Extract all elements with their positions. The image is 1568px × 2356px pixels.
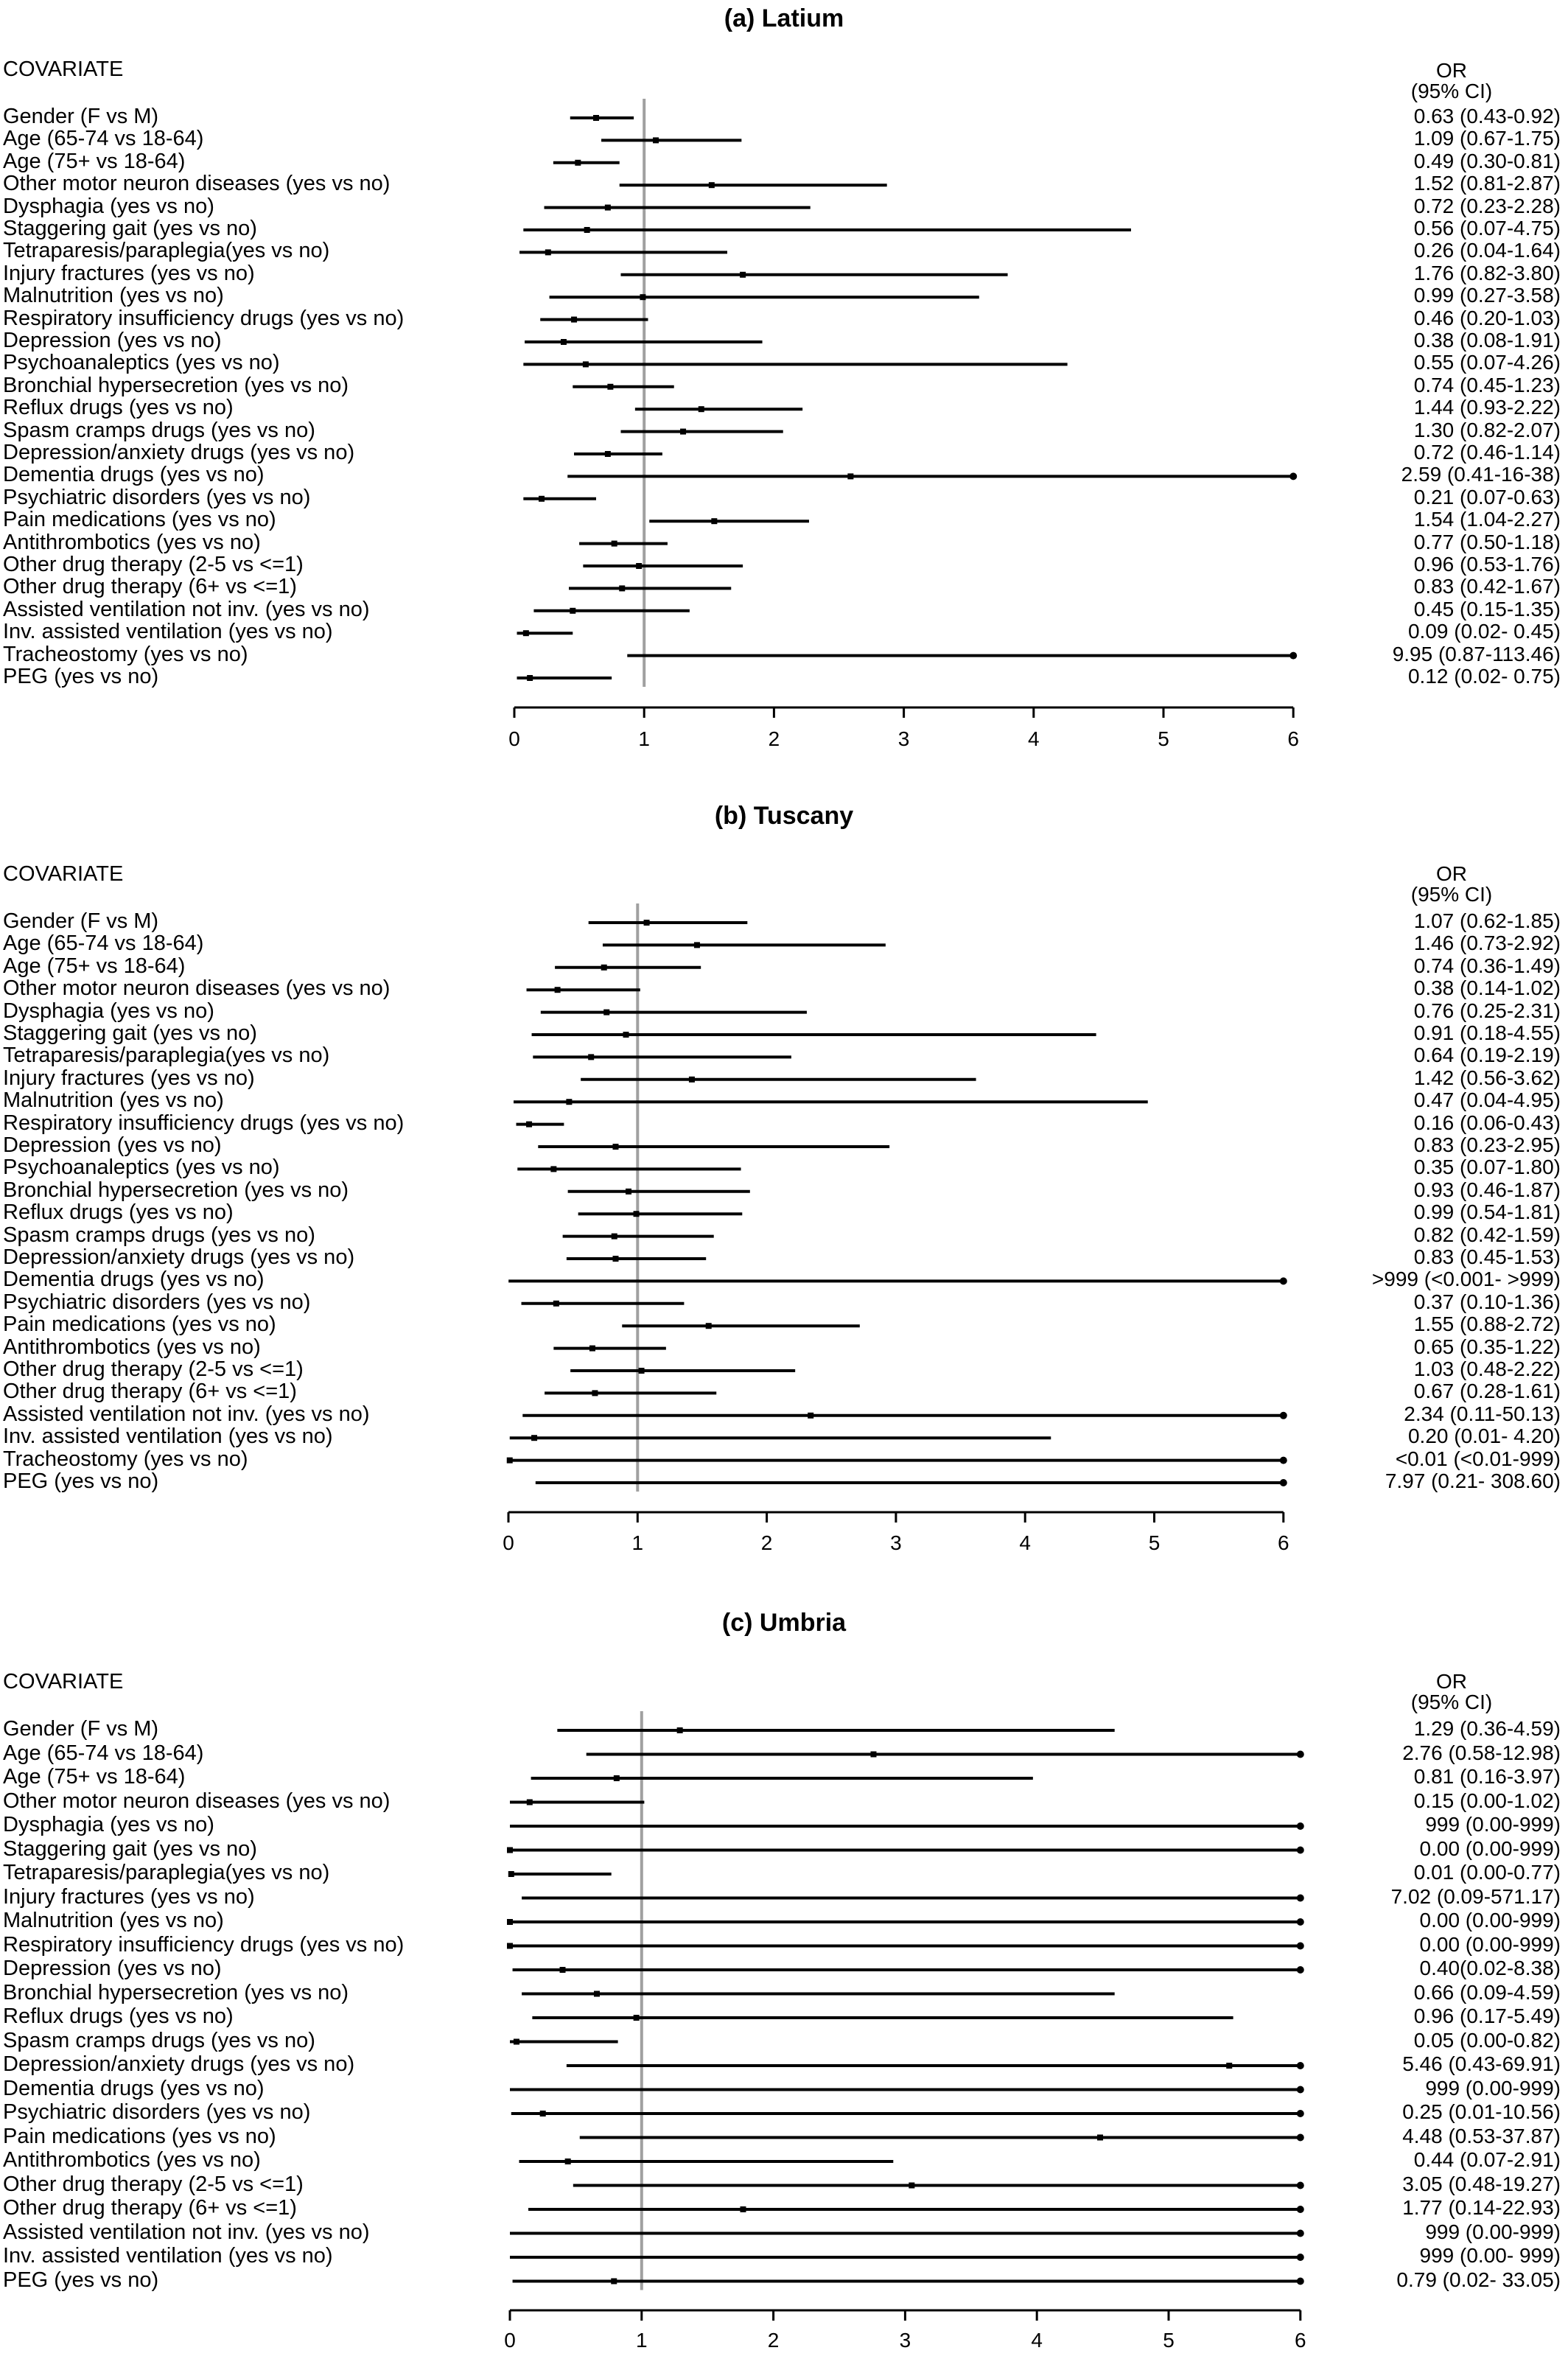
covariate-label: Bronchial hypersecretion (yes vs no) xyxy=(3,1980,349,2004)
x-tick-label: 0 xyxy=(508,727,520,750)
point-estimate xyxy=(539,496,545,502)
covariate-label: Age (65-74 vs 18-64) xyxy=(3,931,204,956)
point-estimate xyxy=(508,1871,514,1877)
point-estimate xyxy=(653,137,659,143)
x-tick-label: 5 xyxy=(1163,2329,1175,2352)
point-estimate xyxy=(694,942,700,948)
ci-clip-marker xyxy=(1297,1895,1304,1902)
or-ci-value: 0.72 (0.23-2.28) xyxy=(1413,194,1561,217)
or-ci-value: 0.79 (0.02- 33.05) xyxy=(1396,2268,1561,2291)
covariate-label: Other drug therapy (6+ vs <=1) xyxy=(3,2196,297,2220)
covariate-label: Pain medications (yes vs no) xyxy=(3,2124,276,2148)
or-ci-value: 0.99 (0.54-1.81) xyxy=(1413,1200,1561,1224)
or-ci-value: 999 (0.00- 999) xyxy=(1419,2244,1561,2267)
or-ci-value: 0.96 (0.17-5.49) xyxy=(1413,2004,1561,2027)
covariate-label: Gender (F vs M) xyxy=(3,909,159,933)
or-ci-value: 0.12 (0.02- 0.75) xyxy=(1407,665,1561,688)
covariate-label: Psychoanaleptics (yes vs no) xyxy=(3,351,280,375)
ci-clip-marker xyxy=(1280,1479,1287,1486)
point-estimate xyxy=(571,317,577,323)
x-tick-label: 0 xyxy=(504,2329,516,2352)
ci-clip-marker xyxy=(1297,1918,1304,1926)
ci-clip-marker xyxy=(1297,2230,1304,2237)
ci-clip-marker xyxy=(1297,2086,1304,2094)
or-ci-value: 0.77 (0.50-1.18) xyxy=(1413,530,1561,553)
or-ci-value: 2.34 (0.11-50.13) xyxy=(1404,1402,1561,1425)
point-estimate xyxy=(553,1301,559,1307)
point-estimate xyxy=(601,965,607,971)
covariate-label: Depression (yes vs no) xyxy=(3,329,222,352)
or-ci-value: 0.66 (0.09-4.59) xyxy=(1413,1980,1561,2004)
point-estimate xyxy=(527,675,533,681)
or-ci-value: 0.82 (0.42-1.59) xyxy=(1413,1223,1561,1246)
or-header-line: OR xyxy=(1436,59,1467,82)
x-tick-label: 5 xyxy=(1158,727,1169,750)
x-tick-label: 4 xyxy=(1028,727,1040,750)
or-header-line: OR xyxy=(1436,862,1467,885)
point-estimate xyxy=(740,272,746,278)
ci-clip-marker xyxy=(1297,1943,1304,1950)
covariate-label: Other drug therapy (2-5 vs <=1) xyxy=(3,1357,304,1381)
covariate-label: Dementia drugs (yes vs no) xyxy=(3,1268,265,1292)
or-ci-value: 1.77 (0.14-22.93) xyxy=(1402,2196,1561,2219)
or-ci-value: 0.09 (0.02- 0.45) xyxy=(1407,620,1561,643)
or-ci-value: 1.76 (0.82-3.80) xyxy=(1413,261,1561,284)
covariate-label: PEG (yes vs no) xyxy=(3,665,159,688)
point-estimate xyxy=(706,1323,712,1329)
point-estimate xyxy=(545,249,551,255)
covariate-label: Other drug therapy (2-5 vs <=1) xyxy=(3,553,304,576)
panel-title: (c) Umbria xyxy=(721,1609,847,1637)
covariate-label: Malnutrition (yes vs no) xyxy=(3,284,224,308)
or-ci-value: 2.76 (0.58-12.98) xyxy=(1402,1741,1561,1764)
point-estimate xyxy=(689,1077,695,1083)
point-estimate xyxy=(607,384,613,390)
point-estimate xyxy=(523,630,529,636)
covariate-label: Tetraparesis/paraplegia(yes vs no) xyxy=(3,1861,330,1884)
x-tick-label: 4 xyxy=(1019,1531,1031,1554)
point-estimate xyxy=(680,429,686,435)
or-ci-value: 4.48 (0.53-37.87) xyxy=(1402,2124,1561,2147)
or-ci-value: 999 (0.00-999) xyxy=(1425,2220,1561,2243)
ci-clip-marker xyxy=(1280,1457,1287,1464)
covariate-label: Injury fractures (yes vs no) xyxy=(3,261,255,285)
point-estimate xyxy=(575,160,581,166)
or-ci-value: 1.30 (0.82-2.07) xyxy=(1413,418,1561,441)
or-ci-value: 0.25 (0.01-10.56) xyxy=(1402,2100,1561,2123)
covariate-label: Depression (yes vs no) xyxy=(3,1957,222,1980)
point-estimate xyxy=(592,1390,598,1396)
or-ci-value: 0.35 (0.07-1.80) xyxy=(1413,1156,1561,1179)
or-header-line: OR xyxy=(1436,1670,1467,1693)
point-estimate xyxy=(507,1943,513,1949)
covariate-label: Dementia drugs (yes vs no) xyxy=(3,463,265,487)
covariate-label: Spasm cramps drugs (yes vs no) xyxy=(3,1223,315,1247)
point-estimate xyxy=(565,2158,571,2164)
covariate-label: PEG (yes vs no) xyxy=(3,1469,159,1493)
or-ci-value: 0.45 (0.15-1.35) xyxy=(1413,597,1561,621)
covariate-label: Reflux drugs (yes vs no) xyxy=(3,1200,234,1225)
or-ci-value: 1.09 (0.67-1.75) xyxy=(1413,127,1561,150)
covariate-label: Dysphagia (yes vs no) xyxy=(3,999,214,1023)
covariate-label: Reflux drugs (yes vs no) xyxy=(3,2004,234,2028)
or-ci-value: 0.00 (0.00-999) xyxy=(1419,1836,1561,1860)
point-estimate xyxy=(709,182,715,188)
point-estimate xyxy=(611,2279,617,2285)
covariate-label: Inv. assisted ventilation (yes vs no) xyxy=(3,620,333,644)
or-ci-value: 0.40(0.02-8.38) xyxy=(1419,1957,1561,1979)
x-tick-label: 6 xyxy=(1295,2329,1306,2352)
or-ci-value: 1.55 (0.88-2.72) xyxy=(1413,1312,1561,1336)
point-estimate xyxy=(634,2015,640,2021)
point-estimate xyxy=(507,1919,513,1925)
covariate-label: Staggering gait (yes vs no) xyxy=(3,1021,257,1045)
covariate-label: Psychiatric disorders (yes vs no) xyxy=(3,2100,311,2124)
point-estimate xyxy=(540,2111,546,2116)
covariate-label: Tetraparesis/paraplegia(yes vs no) xyxy=(3,239,330,263)
covariate-label: Inv. assisted ventilation (yes vs no) xyxy=(3,2244,333,2268)
covariate-label: Age (65-74 vs 18-64) xyxy=(3,1741,204,1765)
x-tick-label: 2 xyxy=(767,2329,780,2352)
covariate-label: Staggering gait (yes vs no) xyxy=(3,1836,257,1861)
panel-title: (a) Latium xyxy=(724,4,844,32)
point-estimate xyxy=(612,1256,618,1262)
covariate-label: Pain medications (yes vs no) xyxy=(3,508,276,532)
panel-title: (b) Tuscany xyxy=(714,802,854,830)
x-tick-label: 1 xyxy=(638,727,650,750)
or-ci-value: 0.47 (0.04-4.95) xyxy=(1413,1088,1561,1112)
covariate-label: Tracheostomy (yes vs no) xyxy=(3,1447,248,1471)
or-ci-value: >999 (<0.001- >999) xyxy=(1371,1268,1561,1291)
point-estimate xyxy=(614,1775,620,1781)
point-estimate xyxy=(605,451,611,457)
or-ci-value: 0.46 (0.20-1.03) xyxy=(1413,306,1561,329)
or-ci-value: 0.83 (0.45-1.53) xyxy=(1413,1245,1561,1268)
or-ci-value: 0.74 (0.36-1.49) xyxy=(1413,954,1561,977)
covariate-label: Bronchial hypersecretion (yes vs no) xyxy=(3,373,349,397)
or-ci-value: 0.00 (0.00-999) xyxy=(1419,1932,1561,1956)
or-ci-value: 1.42 (0.56-3.62) xyxy=(1413,1066,1561,1089)
ci-clip-marker xyxy=(1297,2278,1304,2285)
covariate-label: Other drug therapy (2-5 vs <=1) xyxy=(3,2172,304,2196)
or-ci-value: 0.83 (0.42-1.67) xyxy=(1413,575,1561,598)
covariate-label: Inv. assisted ventilation (yes vs no) xyxy=(3,1425,333,1449)
point-estimate xyxy=(636,563,642,569)
covariate-label: Spasm cramps drugs (yes vs no) xyxy=(3,2028,315,2052)
ci-clip-marker xyxy=(1280,1277,1287,1284)
or-ci-value: 5.46 (0.43-69.91) xyxy=(1402,2052,1561,2075)
covariate-label: Other motor neuron diseases (yes vs no) xyxy=(3,976,391,1001)
or-ci-value: 1.46 (0.73-2.92) xyxy=(1413,931,1561,955)
point-estimate xyxy=(612,1144,618,1150)
or-ci-value: 0.76 (0.25-2.31) xyxy=(1413,999,1561,1022)
point-estimate xyxy=(644,920,650,926)
point-estimate xyxy=(566,1099,572,1105)
point-estimate xyxy=(711,518,717,524)
point-estimate xyxy=(612,1234,617,1240)
ci-clip-marker xyxy=(1297,2134,1304,2142)
or-ci-value: 0.26 (0.04-1.64) xyxy=(1413,239,1561,262)
ci-clip-marker xyxy=(1297,1822,1304,1830)
x-tick-label: 3 xyxy=(897,727,910,750)
or-ci-value: 0.49 (0.30-0.81) xyxy=(1413,149,1561,172)
point-estimate xyxy=(909,2183,914,2189)
ci-clip-marker xyxy=(1289,472,1297,480)
or-ci-value: 0.55 (0.07-4.26) xyxy=(1413,351,1561,374)
or-ci-value: 0.38 (0.14-1.02) xyxy=(1413,976,1561,1000)
or-ci-value: 1.29 (0.36-4.59) xyxy=(1413,1717,1561,1740)
or-ci-value: 0.74 (0.45-1.23) xyxy=(1413,373,1561,396)
or-ci-value: 0.00 (0.00-999) xyxy=(1419,1909,1561,1932)
or-ci-value: 1.54 (1.04-2.27) xyxy=(1413,508,1561,531)
covariate-label: Reflux drugs (yes vs no) xyxy=(3,396,234,420)
x-tick-label: 4 xyxy=(1031,2329,1043,2352)
or-ci-value: 7.02 (0.09-571.17) xyxy=(1390,1884,1561,1908)
x-tick-label: 2 xyxy=(768,727,780,750)
point-estimate xyxy=(514,2039,519,2045)
or-ci-value: 2.59 (0.41-16-38) xyxy=(1401,463,1561,486)
point-estimate xyxy=(588,1054,594,1060)
or-ci-value: 0.93 (0.46-1.87) xyxy=(1413,1178,1561,1201)
point-estimate xyxy=(870,1752,876,1758)
covariate-label: Pain medications (yes vs no) xyxy=(3,1312,276,1337)
or-ci-value: 0.56 (0.07-4.75) xyxy=(1413,217,1561,240)
or-header xyxy=(1341,1671,1562,1713)
or-ci-value: 1.03 (0.48-2.22) xyxy=(1413,1357,1561,1380)
point-estimate xyxy=(561,339,567,345)
x-tick-label: 1 xyxy=(636,2329,648,2352)
x-tick-label: 5 xyxy=(1148,1531,1161,1554)
point-estimate xyxy=(640,294,645,300)
point-estimate xyxy=(612,541,617,547)
covariate-label: Bronchial hypersecretion (yes vs no) xyxy=(3,1178,349,1202)
x-tick-label: 3 xyxy=(899,2329,911,2352)
or-ci-value: 0.37 (0.10-1.36) xyxy=(1413,1290,1561,1313)
covariate-label: Tracheostomy (yes vs no) xyxy=(3,642,248,666)
point-estimate xyxy=(1097,2135,1103,2141)
or-ci-value: 0.44 (0.07-2.91) xyxy=(1413,2148,1561,2171)
covariate-label: Dysphagia (yes vs no) xyxy=(3,1813,214,1836)
x-tick-label: 6 xyxy=(1287,727,1299,750)
or-ci-value: 9.95 (0.87-113.46) xyxy=(1392,642,1561,665)
covariate-label: Depression (yes vs no) xyxy=(3,1133,222,1157)
covariate-label: Other motor neuron diseases (yes vs no) xyxy=(3,1789,391,1813)
or-header-line: (95% CI) xyxy=(1410,883,1493,906)
or-ci-value: <0.01 (<0.01-999) xyxy=(1395,1447,1561,1470)
or-ci-value: 0.99 (0.27-3.58) xyxy=(1413,284,1561,307)
point-estimate xyxy=(527,1800,533,1806)
covariate-label: Depression/anxiety drugs (yes vs no) xyxy=(3,1245,355,1269)
covariate-header: COVARIATE xyxy=(3,57,124,81)
point-estimate xyxy=(699,406,704,412)
or-ci-value: 0.05 (0.00-0.82) xyxy=(1413,2028,1561,2052)
point-estimate xyxy=(589,1346,595,1352)
point-estimate xyxy=(1226,2063,1232,2069)
covariate-label: Staggering gait (yes vs no) xyxy=(3,217,257,240)
point-estimate xyxy=(507,1458,513,1464)
point-estimate xyxy=(584,227,590,233)
or-ci-value: 0.72 (0.46-1.14) xyxy=(1413,441,1561,464)
ci-clip-marker xyxy=(1297,2110,1304,2117)
covariate-label: Respiratory insufficiency drugs (yes vs no) xyxy=(3,1932,405,1957)
ci-clip-marker xyxy=(1297,2206,1304,2213)
or-ci-value: 1.44 (0.93-2.22) xyxy=(1413,396,1561,419)
ci-clip-marker xyxy=(1297,1966,1304,1974)
covariate-label: Psychiatric disorders (yes vs no) xyxy=(3,1290,311,1314)
covariate-label: Antithrombotics (yes vs no) xyxy=(3,1335,261,1359)
ci-clip-marker xyxy=(1297,1847,1304,1854)
or-ci-value: 999 (0.00-999) xyxy=(1425,2076,1561,2100)
covariate-label: Depression/anxiety drugs (yes vs no) xyxy=(3,441,355,464)
point-estimate xyxy=(605,205,611,211)
or-ci-value: 1.07 (0.62-1.85) xyxy=(1413,909,1561,932)
covariate-label: Other motor neuron diseases (yes vs no) xyxy=(3,172,391,196)
point-estimate xyxy=(740,2206,746,2212)
or-header xyxy=(1341,864,1562,905)
covariate-label: PEG (yes vs no) xyxy=(3,2268,159,2292)
or-ci-value: 0.67 (0.28-1.61) xyxy=(1413,1380,1561,1403)
covariate-label: Other drug therapy (6+ vs <=1) xyxy=(3,1380,297,1404)
covariate-label: Antithrombotics (yes vs no) xyxy=(3,530,261,554)
ci-clip-marker xyxy=(1297,2182,1304,2189)
x-tick-label: 0 xyxy=(503,1531,514,1554)
covariate-header: COVARIATE xyxy=(3,862,124,886)
covariate-label: Assisted ventilation not inv. (yes vs no) xyxy=(3,1402,370,1426)
or-ci-value: 0.20 (0.01- 4.20) xyxy=(1407,1425,1561,1448)
or-ci-value: 0.65 (0.35-1.22) xyxy=(1413,1335,1561,1358)
or-ci-value: 0.91 (0.18-4.55) xyxy=(1413,1021,1561,1044)
covariate-label: Tetraparesis/paraplegia(yes vs no) xyxy=(3,1044,330,1068)
point-estimate xyxy=(677,1727,683,1733)
point-estimate xyxy=(570,608,575,614)
x-tick-label: 2 xyxy=(760,1531,773,1554)
covariate-label: Dysphagia (yes vs no) xyxy=(3,194,214,218)
or-ci-value: 0.16 (0.06-0.43) xyxy=(1413,1111,1561,1134)
ci-clip-marker xyxy=(1297,2062,1304,2069)
or-ci-value: 0.21 (0.07-0.63) xyxy=(1413,485,1561,508)
or-ci-value: 1.52 (0.81-2.87) xyxy=(1413,172,1561,195)
or-ci-value: 0.63 (0.43-0.92) xyxy=(1413,105,1561,127)
point-estimate xyxy=(555,987,561,993)
covariate-label: Respiratory insufficiency drugs (yes vs no) xyxy=(3,1111,405,1135)
covariate-label: Age (65-74 vs 18-64) xyxy=(3,127,204,151)
covariate-label: Malnutrition (yes vs no) xyxy=(3,1909,224,1932)
point-estimate xyxy=(583,361,589,367)
covariate-label: Depression/anxiety drugs (yes vs no) xyxy=(3,2052,355,2076)
covariate-header: COVARIATE xyxy=(3,1670,124,1693)
point-estimate xyxy=(847,473,853,479)
or-ci-value: 999 (0.00-999) xyxy=(1425,1813,1561,1836)
or-ci-value: 0.96 (0.53-1.76) xyxy=(1413,553,1561,576)
covariate-label: Injury fractures (yes vs no) xyxy=(3,1066,255,1090)
covariate-label: Malnutrition (yes vs no) xyxy=(3,1088,224,1113)
or-ci-value: 0.38 (0.08-1.91) xyxy=(1413,329,1561,352)
point-estimate xyxy=(634,1211,640,1217)
point-estimate xyxy=(593,115,599,121)
point-estimate xyxy=(623,1032,629,1038)
point-estimate xyxy=(560,1967,566,1973)
covariate-label: Assisted ventilation not inv. (yes vs no) xyxy=(3,597,370,621)
or-ci-value: 3.05 (0.48-19.27) xyxy=(1402,2172,1561,2195)
covariate-label: Injury fractures (yes vs no) xyxy=(3,1884,255,1909)
covariate-label: Dementia drugs (yes vs no) xyxy=(3,2076,265,2100)
covariate-label: Psychiatric disorders (yes vs no) xyxy=(3,485,311,509)
or-ci-value: 0.01 (0.00-0.77) xyxy=(1413,1861,1561,1884)
covariate-label: Antithrombotics (yes vs no) xyxy=(3,2148,261,2172)
covariate-label: Respiratory insufficiency drugs (yes vs no) xyxy=(3,306,405,330)
x-tick-label: 1 xyxy=(631,1531,644,1554)
covariate-label: Age (75+ vs 18-64) xyxy=(3,149,186,173)
covariate-label: Age (75+ vs 18-64) xyxy=(3,954,186,978)
covariate-label: Age (75+ vs 18-64) xyxy=(3,1765,186,1789)
or-ci-value: 7.97 (0.21- 308.60) xyxy=(1385,1469,1561,1492)
point-estimate xyxy=(594,1991,600,1997)
point-estimate xyxy=(626,1189,631,1195)
point-estimate xyxy=(808,1413,813,1419)
covariate-label: Other drug therapy (6+ vs <=1) xyxy=(3,575,297,599)
covariate-label: Gender (F vs M) xyxy=(3,1717,159,1741)
covariate-label: Gender (F vs M) xyxy=(3,105,159,128)
ci-clip-marker xyxy=(1297,1751,1304,1758)
or-ci-value: 0.64 (0.19-2.19) xyxy=(1413,1044,1561,1067)
or-ci-value: 0.15 (0.00-1.02) xyxy=(1413,1789,1561,1812)
point-estimate xyxy=(550,1166,556,1172)
point-estimate xyxy=(603,1010,609,1016)
ci-clip-marker xyxy=(1280,1412,1287,1419)
point-estimate xyxy=(526,1122,532,1128)
or-ci-value: 0.81 (0.16-3.97) xyxy=(1413,1765,1561,1788)
covariate-label: Spasm cramps drugs (yes vs no) xyxy=(3,418,315,442)
or-ci-value: 0.83 (0.23-2.95) xyxy=(1413,1133,1561,1156)
point-estimate xyxy=(619,585,625,591)
point-estimate xyxy=(531,1435,537,1441)
ci-clip-marker xyxy=(1289,652,1297,660)
covariate-label: Assisted ventilation not inv. (yes vs no) xyxy=(3,2220,370,2244)
x-tick-label: 6 xyxy=(1278,1531,1289,1554)
point-estimate xyxy=(507,1848,513,1853)
or-header-line: (95% CI) xyxy=(1410,80,1493,102)
x-tick-label: 3 xyxy=(890,1531,902,1554)
or-header-line: (95% CI) xyxy=(1410,1691,1493,1713)
ci-clip-marker xyxy=(1297,2254,1304,2261)
covariate-label: Psychoanaleptics (yes vs no) xyxy=(3,1156,280,1180)
point-estimate xyxy=(639,1368,645,1374)
